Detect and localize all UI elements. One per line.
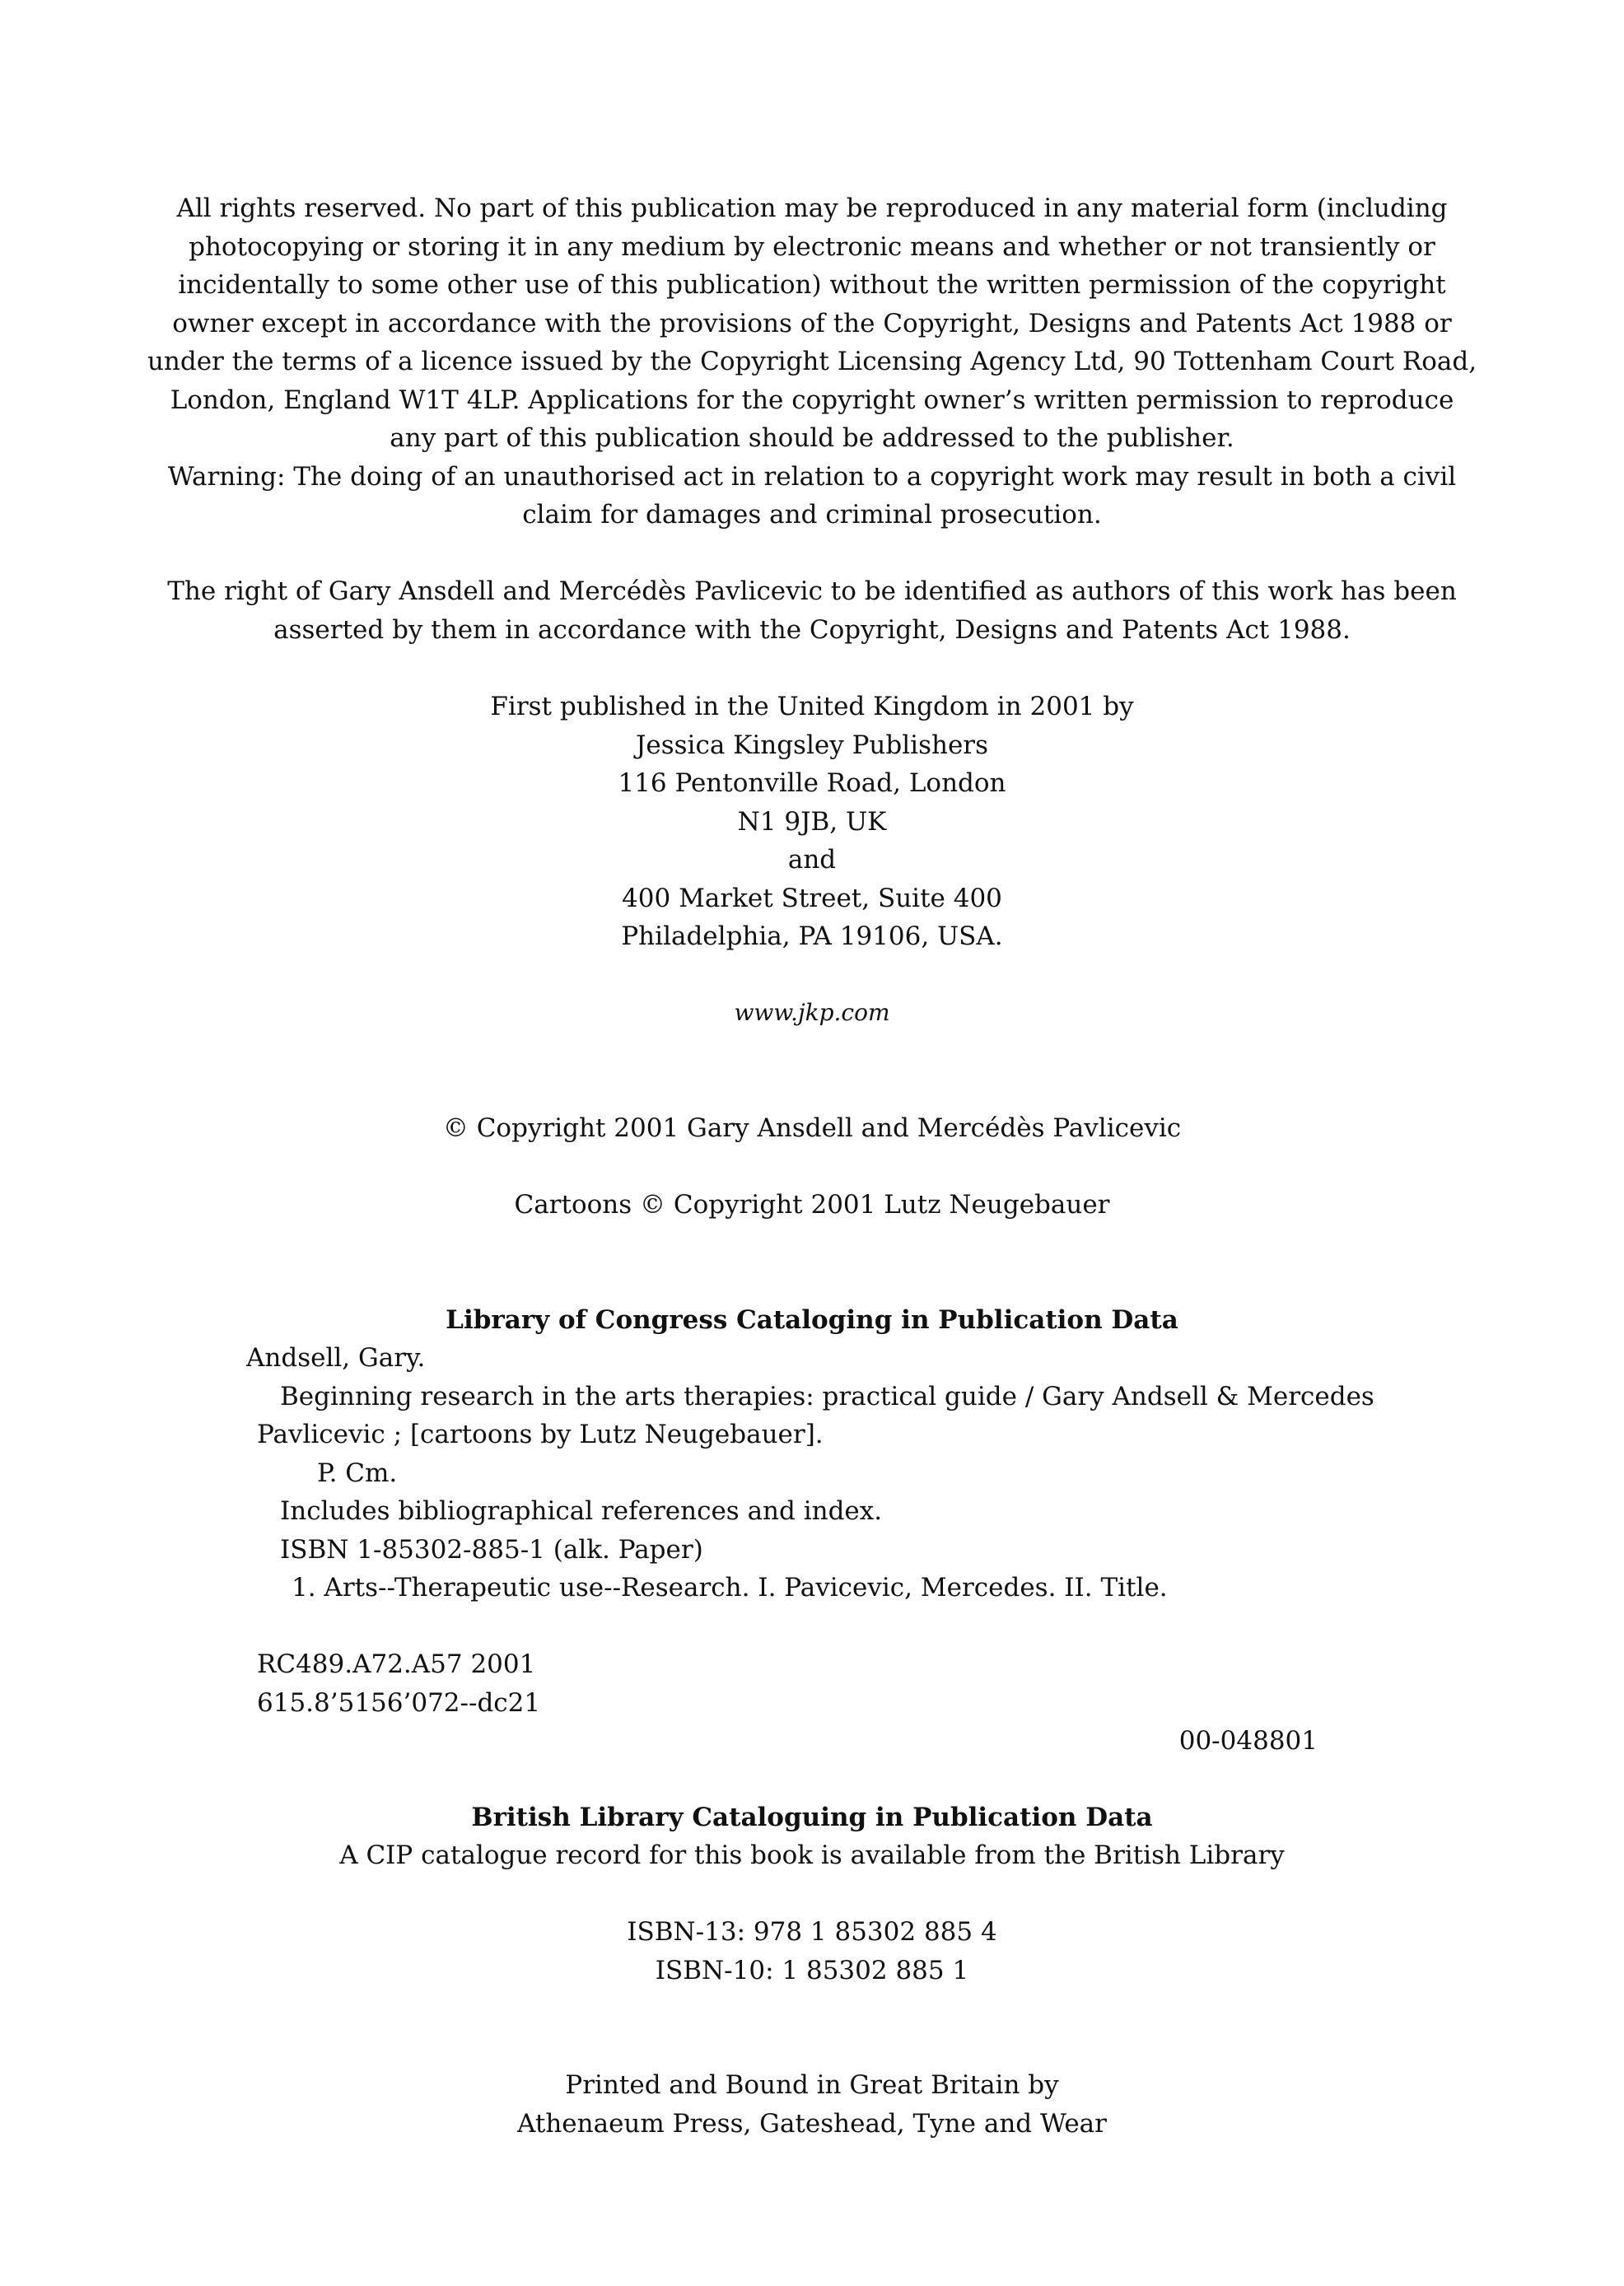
loc-isbn: ISBN 1-85302-885-1 (alk. Paper) — [280, 1535, 703, 1565]
loc-lccn: 00-048801 — [1178, 1726, 1318, 1756]
cartoons-copyright-line: Cartoons © Copyright 2001 Lutz Neugebauer — [514, 1190, 1110, 1220]
publisher-line: and — [787, 845, 837, 875]
loc-bibliography: Includes bibliographical references and index. — [280, 1496, 883, 1526]
loc-pcm: P. Cm. — [317, 1458, 398, 1488]
loc-call-number: RC489.A72.A57 2001 — [257, 1649, 536, 1679]
publisher-line: Philadelphia, PA 19106, USA. — [621, 921, 1003, 951]
loc-dewey: 615.8’5156’072--dc21 — [257, 1688, 541, 1718]
rights-line: under the terms of a licence issued by the Copyright Licensing Agency Ltd, 90 Tottenham Court Road, — [147, 347, 1477, 376]
rights-line: incidentally to some other use of this publication) without the written permission of the copyright — [178, 270, 1446, 300]
publisher-line: N1 9JB, UK — [737, 806, 887, 837]
rights-line: owner except in accordance with the provisions of the Copyright, Designs and Patents Act 1988 or — [172, 308, 1452, 338]
printer-line: Athenaeum Press, Gateshead, Tyne and Wear — [517, 2109, 1107, 2139]
loc-subjects: 1. Arts--Therapeutic use--Research. I. Pavicevic, Mercedes. II. Title. — [292, 1573, 1168, 1603]
publisher-line: Jessica Kingsley Publishers — [635, 730, 989, 760]
rights-line: All rights reserved. No part of this publication may be reproduced in any material form (including — [176, 194, 1448, 223]
loc-heading: Library of Congress Cataloging in Publication Data — [446, 1305, 1178, 1335]
isbn-13: ISBN-13: 978 1 85302 885 4 — [627, 1917, 997, 1947]
website: www.jkp.com — [734, 999, 890, 1026]
publisher-line: 116 Pentonville Road, London — [618, 768, 1006, 798]
loc-title-line: Beginning research in the arts therapies: practical guide / Gary Andsell & Mercedes — [280, 1382, 1374, 1411]
british-library-heading: British Library Cataloguing in Publication Data — [471, 1803, 1153, 1832]
publisher-line: 400 Market Street, Suite 400 — [622, 883, 1002, 913]
rights-paragraph — [0, 189, 1624, 534]
isbn-10: ISBN-10: 1 85302 885 1 — [655, 1956, 969, 1985]
moral-rights-line: asserted by them in accordance with the Copyright, Designs and Patents Act 1988. — [273, 614, 1351, 645]
rights-line: photocopying or storing it in any medium by electronic means and whether or not transiently or — [189, 231, 1435, 262]
publisher-block — [0, 688, 1624, 956]
copyright-line: © Copyright 2001 Gary Ansdell and Mercédès Pavlicevic — [442, 1113, 1182, 1143]
warning-line: Warning: The doing of an unauthorised act in relation to a copyright work may result in both a civil — [167, 461, 1457, 492]
warning-line: claim for damages and criminal prosecution. — [522, 500, 1102, 530]
printer-line: Printed and Bound in Great Britain by — [565, 2070, 1059, 2100]
british-library-record: A CIP catalogue record for this book is available from the British Library — [339, 1840, 1285, 1870]
loc-author: Andsell, Gary. — [246, 1343, 426, 1373]
rights-line: any part of this publication should be addressed to the publisher. — [390, 423, 1234, 453]
moral-rights-line: The right of Gary Ansdell and Mercédès Pavlicevic to be identified as authors of this work has been — [167, 576, 1457, 606]
moral-rights-paragraph — [0, 572, 1624, 649]
rights-line: London, England W1T 4LP. Applications for the copyright owner’s written permission to reproduce — [170, 385, 1454, 415]
loc-title-line: Pavlicevic ; [cartoons by Lutz Neugebauer]. — [257, 1420, 824, 1449]
publisher-line: First published in the United Kingdom in 2001 by — [490, 692, 1134, 721]
